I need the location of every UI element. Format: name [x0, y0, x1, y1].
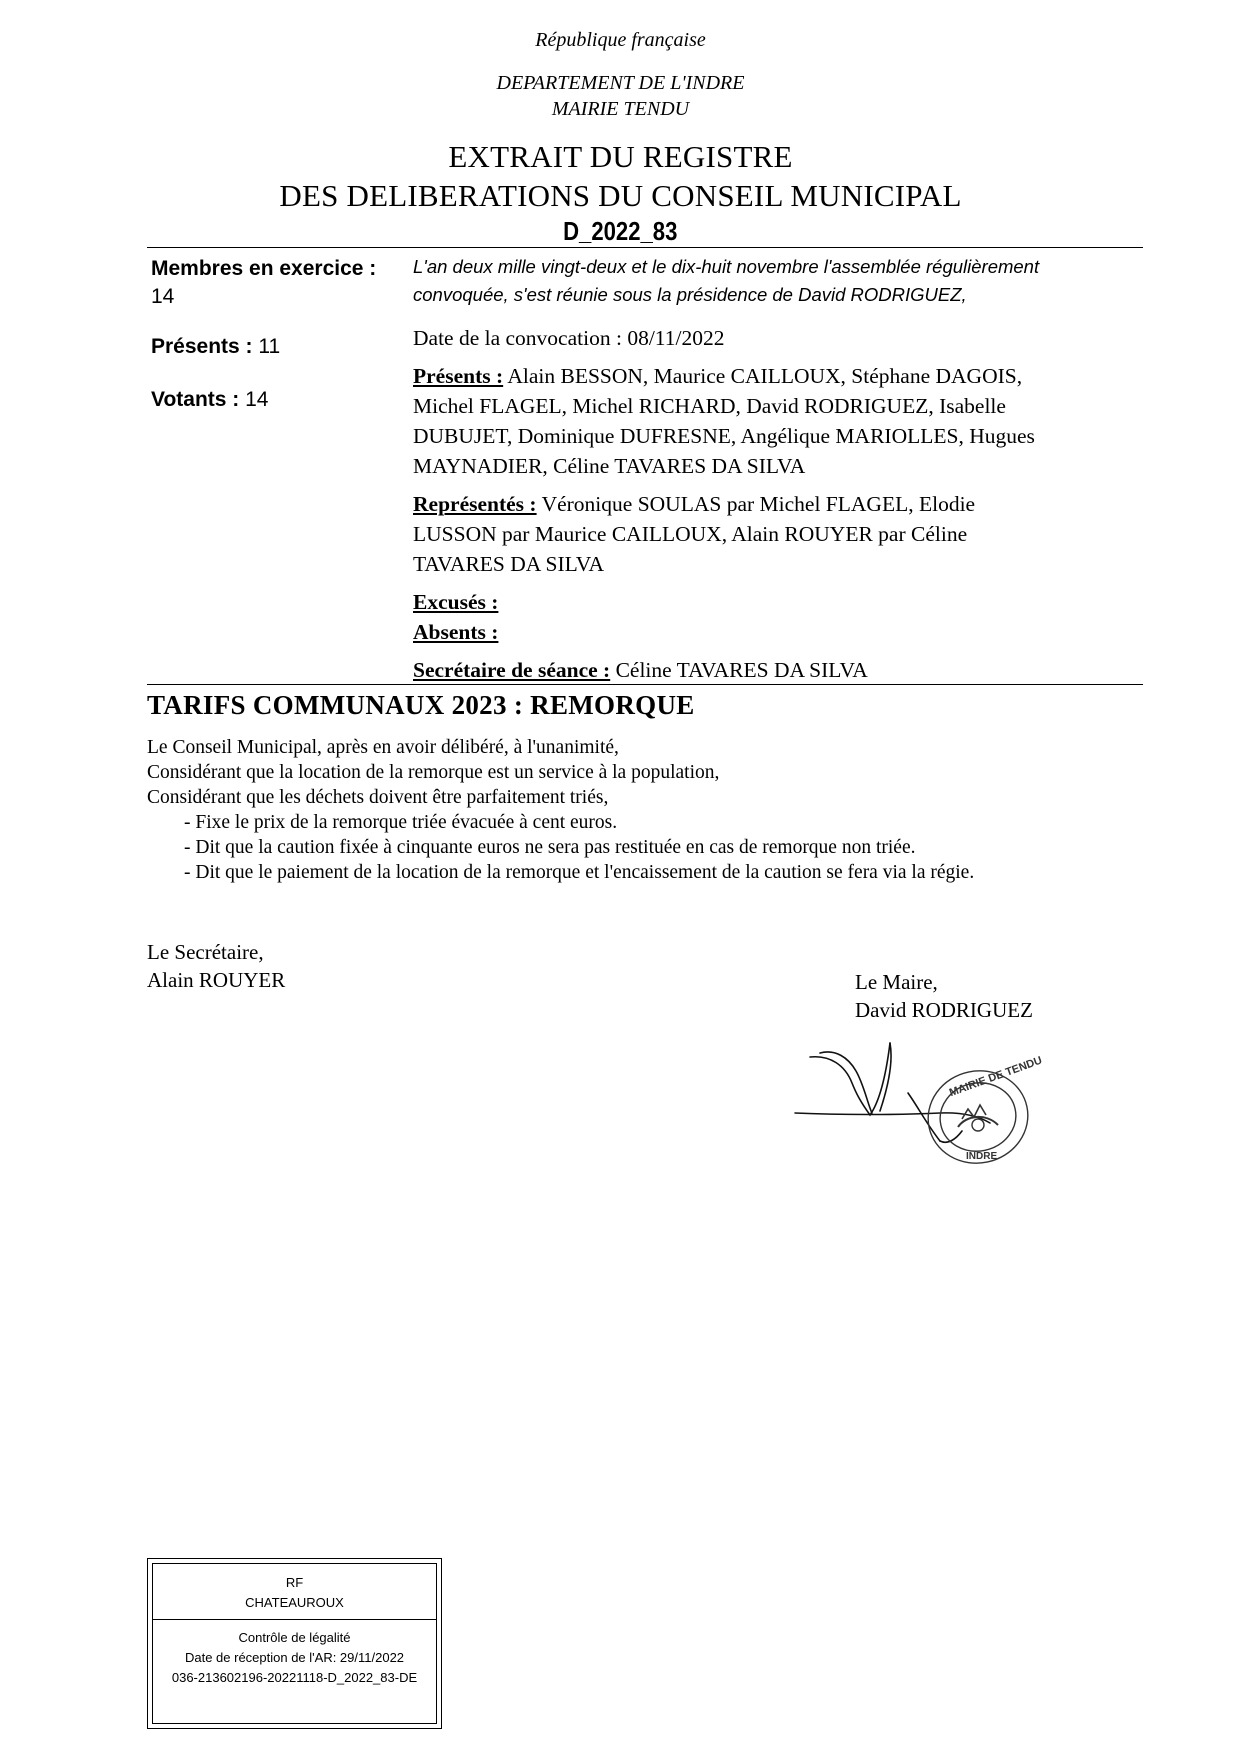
secretary-signature-block: [147, 938, 285, 994]
members-presents: [151, 333, 391, 361]
representes-label: Représentés :: [413, 492, 537, 516]
deliberation-body: [147, 735, 974, 885]
mayor-signature-and-seal: [790, 1035, 1060, 1165]
representes-line2: LUSSON par Maurice CAILLOUX, Alain ROUYER par Céline: [413, 522, 968, 546]
meeting-intro-line1: L'an deux mille vingt-deux et le dix-huit novembre l'assemblée régulièrement: [413, 256, 1040, 277]
deliberation-title: TARIFS COMMUNAUX 2023 : REMORQUE: [147, 690, 695, 720]
republic-label: République française: [535, 29, 706, 51]
legality-control-stamp: [147, 1558, 442, 1729]
members-en-exercice-value: 14: [151, 285, 175, 308]
legality-control-inner: [152, 1563, 437, 1724]
register-title-line2: DES DELIBERATIONS DU CONSEIL MUNICIPAL: [279, 178, 962, 213]
members-votants: [151, 386, 391, 414]
members-en-exercice-label: Membres en exercice :: [151, 257, 377, 280]
stamp-rf: RF: [285, 1575, 304, 1590]
excuses-absents-block: [413, 587, 1148, 647]
deliberation-item1: - Fixe le prix de la remorque triée évacuée à cent euros.: [184, 812, 618, 833]
stamp-city: CHATEAUROUX: [245, 1595, 344, 1610]
convocation-date: Date de la convocation : 08/11/2022: [413, 326, 725, 350]
register-title-line1: EXTRAIT DU REGISTRE: [448, 139, 793, 174]
meeting-details: [413, 253, 1148, 685]
members-presents-value: 11: [258, 335, 281, 358]
secretaire-block: [413, 655, 1148, 685]
stamp-identifier: 036-213602196-20221118-D_2022_83-DE: [171, 1670, 418, 1685]
stamp-reception: Date de réception de l'AR: 29/11/2022: [184, 1650, 405, 1665]
deliberation-item3: - Dit que le paiement de la location de la remorque et l'encaissement de la caution se fera via la régie.: [184, 862, 975, 883]
mayor-signature-block: [855, 968, 1033, 1024]
representes-line1: Véronique SOULAS par Michel FLAGEL, Elodie: [536, 492, 976, 516]
seal-text: MAIRIE DE TENDU: [947, 1054, 1044, 1100]
presents-line4: MAYNADIER, Céline TAVARES DA SILVA: [413, 454, 806, 478]
deliberation-line2: Considérant que la location de la remorque est un service à la population,: [147, 762, 720, 783]
members-en-exercice: [151, 255, 391, 311]
excuses-label: Excusés :: [413, 590, 499, 614]
deliberation-line1: Le Conseil Municipal, après en avoir délibéré, à l'unanimité,: [147, 737, 619, 758]
representes-line3: TAVARES DA SILVA: [413, 552, 605, 576]
presents-label: Présents :: [413, 364, 504, 388]
members-summary: [151, 255, 391, 414]
presents-line3: DUBUJET, Dominique DUFRESNE, Angélique MARIOLLES, Hugues: [413, 424, 1035, 448]
secretary-name: Alain ROUYER: [147, 968, 286, 992]
department-label: DEPARTEMENT DE L'INDRE: [496, 72, 745, 94]
mairie-label: MAIRIE TENDU: [551, 98, 690, 120]
seal-bottom-text: INDRE: [966, 1151, 998, 1162]
stamp-details: [153, 1620, 436, 1688]
presents-block: [413, 361, 1148, 481]
meeting-intro-line2: convoquée, s'est réunie sous la présidence de David RODRIGUEZ,: [413, 284, 967, 305]
stamp-header: [153, 1564, 436, 1620]
deliberation-item2: - Dit que la caution fixée à cinquante euros ne sera pas restituée en cas de remorque non triée.: [184, 837, 916, 858]
deliberation-reference-wrap: [0, 216, 1241, 246]
deliberation-reference: D_2022_83: [563, 216, 678, 246]
representes-block: [413, 489, 1148, 579]
stamp-control: Contrôle de légalité: [238, 1630, 351, 1645]
absents-label: Absents :: [413, 620, 499, 644]
members-votants-value: 14: [245, 388, 269, 411]
members-votants-label: Votants :: [151, 388, 240, 411]
top-divider: [147, 247, 1143, 248]
deliberation-line3: Considérant que les déchets doivent être parfaitement triés,: [147, 787, 609, 808]
presents-line2: Michel FLAGEL, Michel RICHARD, David RODRIGUEZ, Isabelle: [413, 394, 1006, 418]
bottom-divider: [147, 684, 1143, 685]
presents-line1: Alain BESSON, Maurice CAILLOUX, Stéphane DAGOIS,: [503, 364, 1023, 388]
members-presents-label: Présents :: [151, 335, 253, 358]
secretaire-value: Céline TAVARES DA SILVA: [610, 658, 868, 682]
mayor-name: David RODRIGUEZ: [855, 998, 1033, 1022]
secretaire-label: Secrétaire de séance :: [413, 658, 611, 682]
secretary-title: Le Secrétaire,: [147, 940, 264, 964]
meeting-intro: [413, 253, 1148, 309]
mayor-title: Le Maire,: [855, 970, 938, 994]
